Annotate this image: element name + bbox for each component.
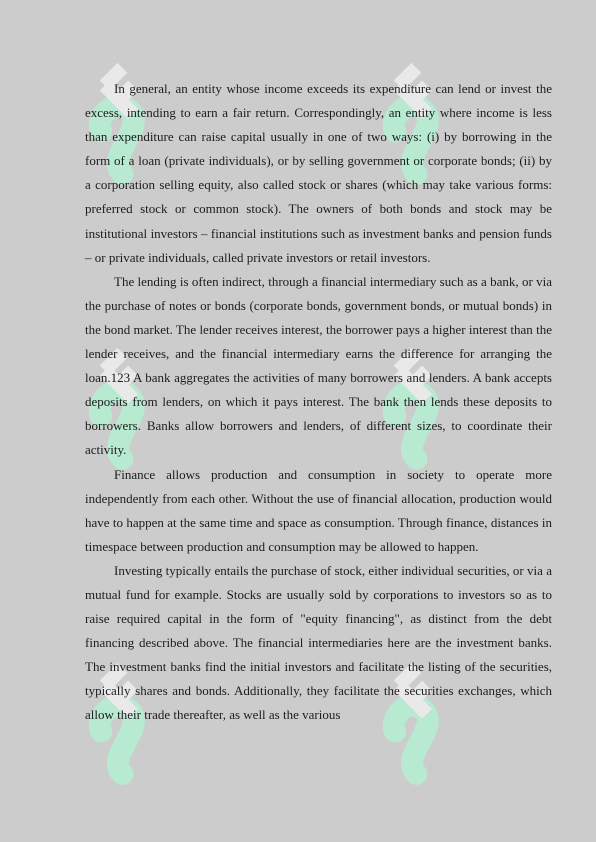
paragraph: The lending is often indirect, through a financial intermediary such as a bank, or via the purchase of notes or bonds (corporate bonds, government bonds, or mutual bonds) in the bond market. The lender receives interest, the borrower pays a higher interest than the lender receives, and the financial intermediary earns the difference for arranging the loan.123 A bank aggregates the activities of many borrowers and lenders. A bank accepts deposits from lenders, on which it pays interest. The bank then lends these deposits to borrowers. Banks allow borrowers and lenders, of different sizes, to coordinate their activity. [85, 273, 552, 458]
paragraph: Finance allows production and consumption in society to operate more independently from each other. Without the use of financial allocation, production would have to happen at the same time and space as consumption. Through finance, distances in timespace between production and consumption may be allowed to happen. [85, 466, 552, 554]
paragraph: In general, an entity whose income exceeds its expenditure can lend or invest the excess, intending to earn a fair return. Correspondingly, an entity where income is less than expenditure can raise capital usually in one of two ways: (i) by borrowing in the form of a loan (private individuals), or by selling government or corporate bonds; (ii) by a corporation selling equity, also called stock or shares (which may take various forms: preferred stock or common stock). The owners of both bonds and stock may be institutional investors – financial institutions such as investment banks and pension funds – or private individuals, called private investors or retail investors. [85, 81, 552, 265]
paragraph: Investing typically entails the purchase of stock, either individual securities, or via a mutual fund for example. Stocks are usually sold by corporations to investors so as to raise required capital in the form of "equity financing", as distinct from the debt financing described above. The financial intermediaries here are the investment banks. The investment banks find the initial investors and facilitate the listing of the securities, typically shares and bonds. Additionally, they facilitate the securities exchanges, which allow their trade thereafter, as well as the various [85, 562, 552, 723]
body-text [85, 77, 552, 728]
